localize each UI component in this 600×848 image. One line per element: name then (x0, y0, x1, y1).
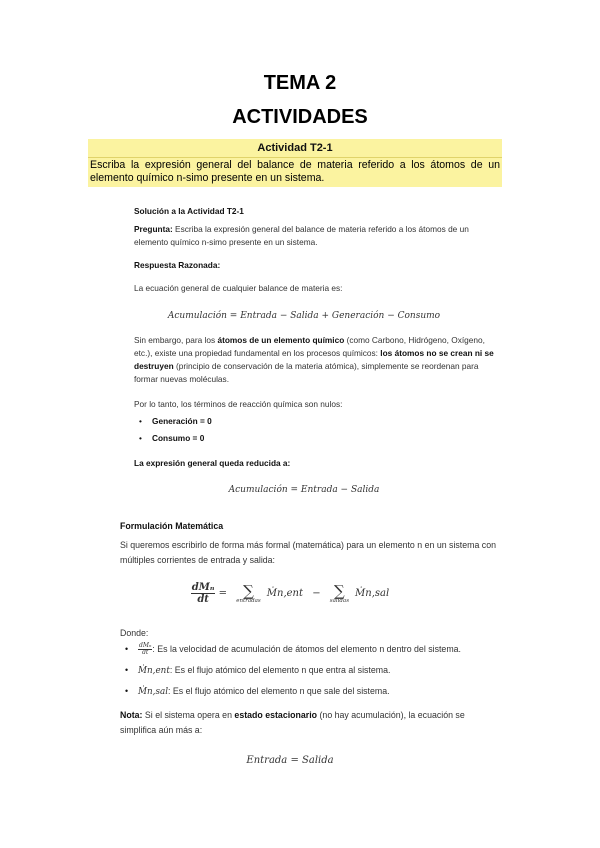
sum-inputs-label: entradas (236, 597, 261, 604)
fraction-denominator: dt (197, 594, 209, 605)
bullet-generation: Generación = 0 (152, 416, 212, 426)
fraction-numerator: dMₙ (191, 582, 215, 593)
question-label: Pregunta: (134, 224, 173, 234)
list-item (120, 663, 500, 684)
term-outputs: Ṁn,sal (355, 588, 390, 599)
equation-steady-state: Entrada = Salida (246, 755, 334, 766)
sum-inputs: ∑ entradas (236, 581, 261, 604)
reasoned-title: Respuesta Razonada: (134, 260, 221, 270)
formulation-title: Formulación Matemática (120, 521, 224, 531)
def-symbol-out: Ṁn,sal (138, 687, 169, 697)
question-text: Escriba la expresión general del balance de materia referido a los átomos de un elemento químico n-simo presente en un sistema. (134, 224, 469, 247)
list-item (134, 415, 494, 432)
def-fraction-numerator: • dMₙ (139, 642, 152, 650)
p1-part-e: (principio de conservación de la materia atómica), simplemente se reordenan para formar nuevas moléculas. (134, 361, 479, 384)
sum-outputs: ∑ salidas (329, 581, 350, 604)
p1-part-b: átomos de un elemento químico (217, 335, 345, 345)
intro-text: La ecuación general de cualquier balance de materia es: (134, 283, 343, 293)
p1-part-a: Sin embargo, para los (134, 335, 218, 345)
equation-reduced: Acumulación = Entrada − Salida (228, 485, 380, 495)
p1-part-c: (como Carbono, Hidrógeno, Oxígeno, etc.), existe una propiedad fundamental en los procesos químicos: (134, 335, 485, 358)
fraction-dmdt (191, 582, 216, 605)
equation-differential (120, 582, 460, 605)
minus-sign: − (312, 588, 321, 599)
p1-part-d: los átomos no se crean ni se destruyen (134, 348, 494, 371)
paragraph-atoms (134, 334, 494, 386)
question-paragraph (134, 223, 494, 249)
note-part-a: Si el sistema opera en (142, 710, 235, 720)
note-part-b: estado estacionario (234, 710, 318, 720)
where-label: Donde: (120, 628, 149, 638)
def-text: : Es el flujo atómico del elemento n que entra al sistema. (169, 665, 391, 675)
def-fraction-denominator: dt (142, 649, 149, 657)
list-item (120, 684, 500, 705)
def-text: : Es la velocidad de acumulación de átomos del elemento n dentro del sistema. (152, 644, 461, 654)
activity-divider (88, 157, 502, 158)
reaction-terms-list (134, 415, 494, 449)
activity-statement: Escriba la expresión general del balance de materia referido a los átomos de un elemento químico n-simo presente en un sistema. (90, 159, 500, 184)
equals-sign: = (218, 588, 228, 599)
list-item (134, 432, 494, 449)
def-symbol-in: Ṁn,ent (138, 666, 170, 676)
equation-general: Acumulación = Entrada − Salida + Generación − Consumo (167, 311, 441, 321)
def-text: : Es el flujo atómico del elemento n que sale del sistema. (168, 686, 390, 696)
term-inputs: Ṁn,ent (266, 588, 304, 599)
page-subtitle: ACTIVIDADES (232, 106, 368, 128)
solution-title: Solución a la Actividad T2-1 (134, 206, 244, 216)
def-symbol-dmdt (138, 643, 152, 656)
note-label: Nota: (120, 710, 143, 720)
formulation-intro: Si queremos escribirlo de forma más formal (matemática) para un elemento n en un sistema con múltiples corrientes de entrada y salida: (120, 540, 496, 565)
sum-outputs-label: salidas (329, 597, 350, 604)
bullet-consumption: Consumo = 0 (152, 433, 205, 443)
note-paragraph (120, 708, 500, 738)
reduced-title: La expresión general queda reducida a: (134, 458, 291, 468)
page-title: TEMA 2 (263, 72, 337, 94)
definitions-list (120, 642, 500, 705)
activity-title: Actividad T2-1 (257, 142, 333, 154)
list-item (120, 642, 500, 663)
activity-box (88, 139, 502, 187)
note-part-c: (no hay acumulación), la ecuación se simplifica aún más a: (120, 710, 465, 735)
reaction-terms-text: Por lo tanto, los términos de reacción química son nulos: (134, 399, 343, 409)
